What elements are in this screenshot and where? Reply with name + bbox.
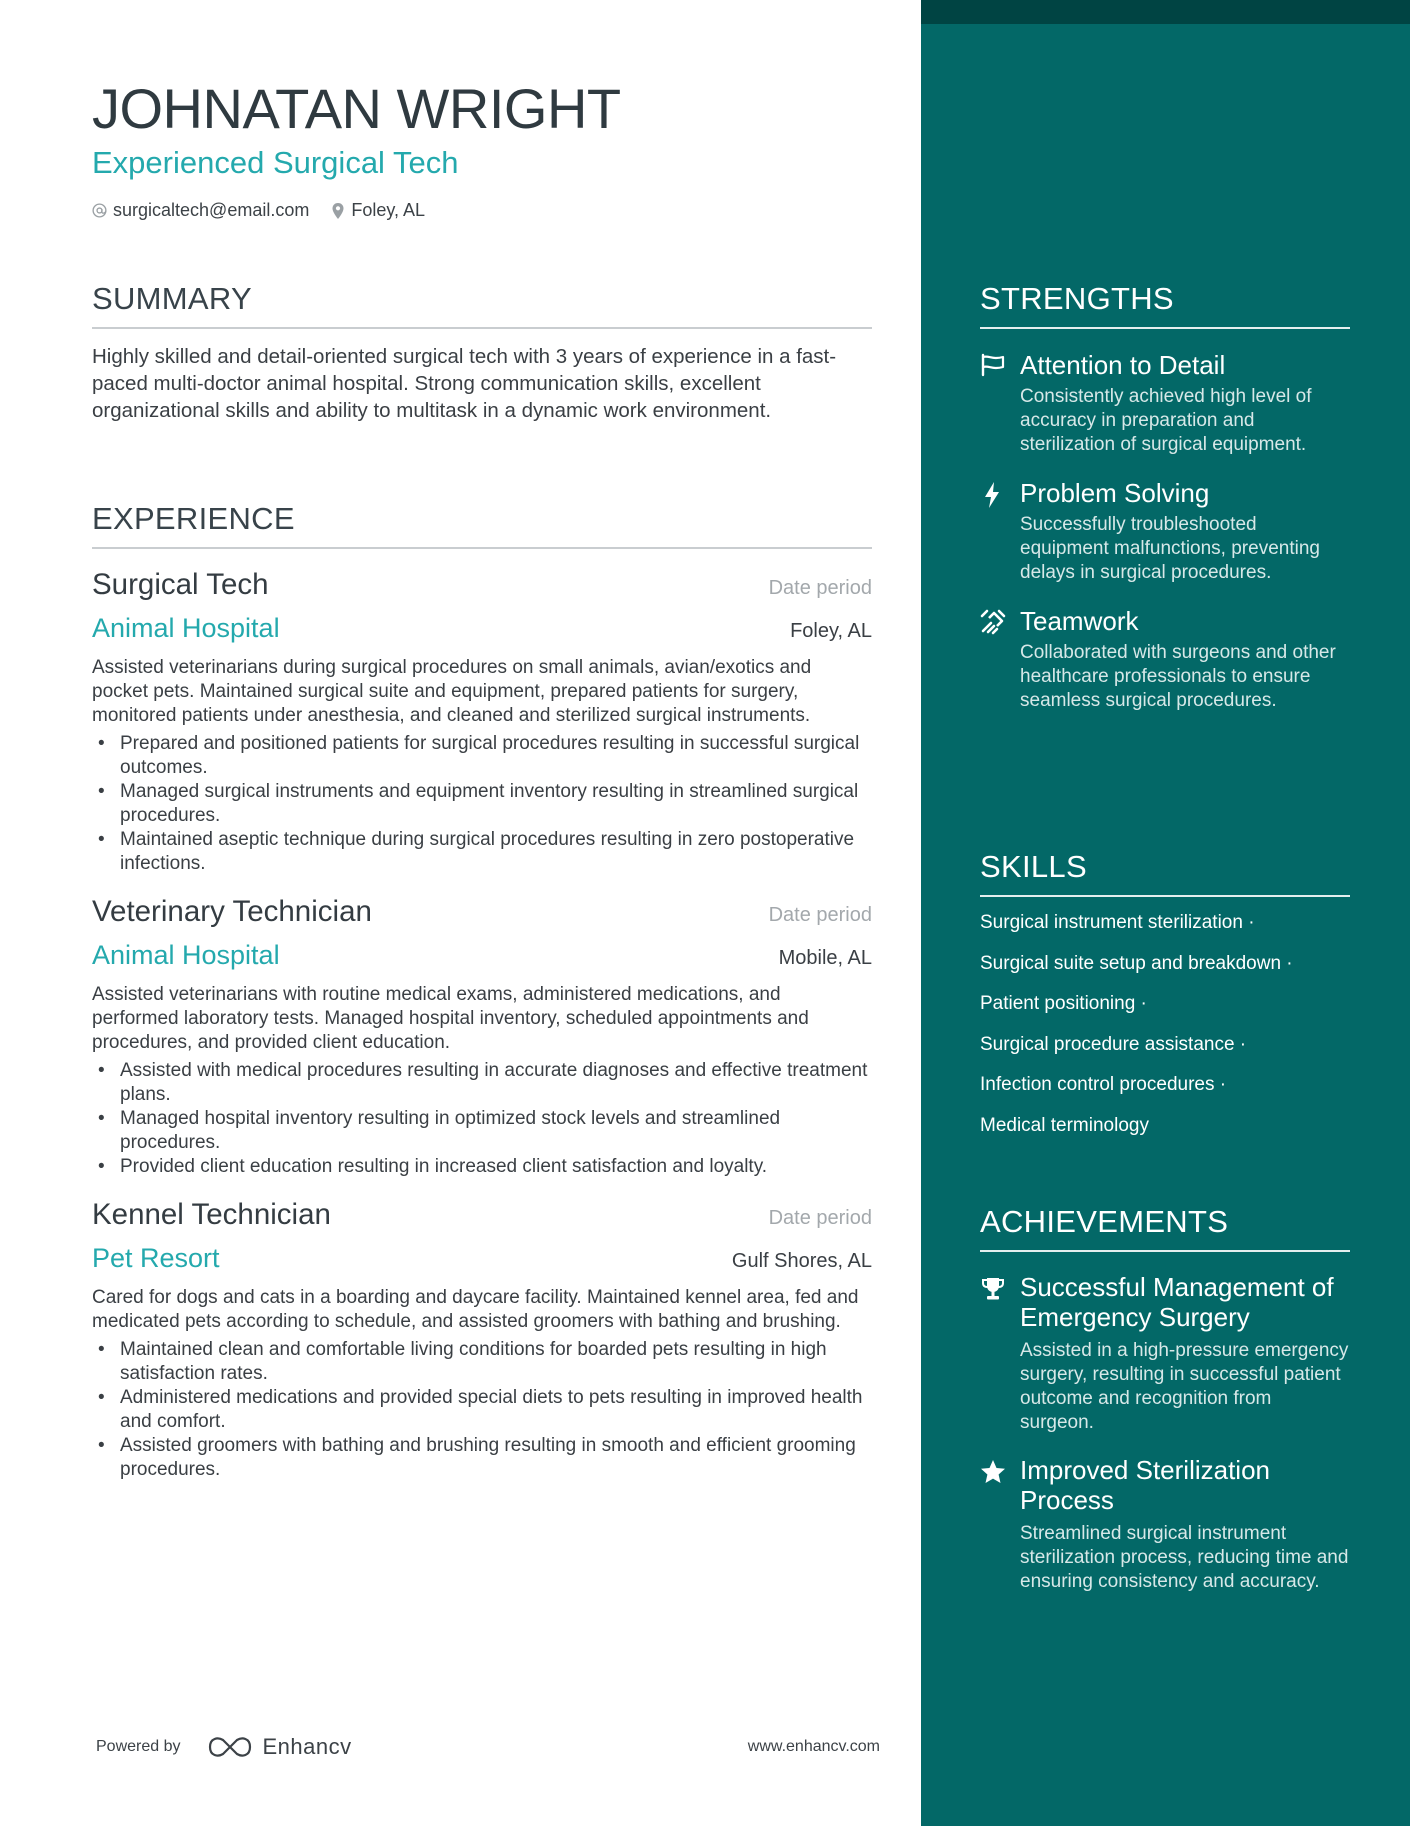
job-location: Foley, AL bbox=[790, 620, 872, 642]
strength-text: Successfully troubleshooted equipment malfunctions, preventing delays in surgical procedures. bbox=[1020, 514, 1320, 583]
job-company: Pet Resort bbox=[92, 1243, 220, 1273]
job-description: Assisted veterinarians during surgical procedures on small animals, avian/exotics and pocket pets. Maintained surgical suite and equipment, prepared patients for surgery, monitored patients under anesthesia, and cleaned and sterilized surgical instruments. bbox=[92, 657, 812, 726]
achievement-text: Assisted in a high-pressure emergency surgery, resulting in successful patient outcome and recognition from surgeon. bbox=[1020, 1340, 1349, 1433]
job-description: Cared for dogs and cats in a boarding and daycare facility. Maintained kennel area, fed and medicated pets according to schedule, and assisted groomers with bathing and brushing. bbox=[92, 1287, 859, 1332]
skill-item: Surgical instrument sterilization · bbox=[980, 912, 1255, 933]
at-icon bbox=[92, 203, 107, 218]
strength-text: Collaborated with surgeons and other healthcare professionals to ensure seamless surgical procedures. bbox=[1020, 642, 1336, 711]
strength-item bbox=[980, 605, 1350, 713]
trophy-icon bbox=[980, 1276, 1006, 1302]
job-bullets bbox=[92, 1059, 872, 1179]
job-title: Kennel Technician bbox=[92, 1198, 331, 1231]
website-link[interactable]: www.enhancv.com bbox=[747, 1738, 880, 1755]
job-bullet: • Assisted groomers with bathing and brushing resulting in smooth and efficient grooming procedures. bbox=[92, 1434, 872, 1482]
job-bullets bbox=[92, 1338, 872, 1482]
summary-heading: SUMMARY bbox=[92, 280, 872, 329]
brand-name: Enhancv bbox=[262, 1734, 352, 1759]
job-entry bbox=[92, 567, 872, 876]
job-bullet: • Prepared and positioned patients for surgical procedures resulting in successful surgical outcomes. bbox=[92, 732, 872, 780]
job-date: Date period bbox=[768, 577, 872, 599]
contact-email[interactable] bbox=[92, 200, 309, 221]
enhancv-logo-icon bbox=[207, 1735, 253, 1759]
achievement-item bbox=[980, 1455, 1350, 1594]
job-company: Animal Hospital bbox=[92, 613, 280, 643]
job-bullet: • Assisted with medical procedures resulting in accurate diagnoses and effective treatment plans. bbox=[92, 1059, 872, 1107]
strength-title: Problem Solving bbox=[1020, 478, 1210, 508]
experience-heading: EXPERIENCE bbox=[92, 500, 872, 549]
job-bullet: • Administered medications and provided special diets to pets resulting in improved health and comfort. bbox=[92, 1386, 872, 1434]
skill-item: Medical terminology bbox=[980, 1114, 1149, 1136]
skills-heading: SKILLS bbox=[980, 848, 1350, 897]
flag-icon bbox=[980, 353, 1006, 377]
lightning-icon bbox=[980, 481, 1004, 509]
contact-location bbox=[331, 200, 425, 221]
job-location: Gulf Shores, AL bbox=[731, 1250, 872, 1272]
handshake-icon bbox=[980, 609, 1006, 635]
skills-section bbox=[980, 848, 1350, 1154]
strength-title: Attention to Detail bbox=[1020, 350, 1226, 380]
achievements-section bbox=[980, 1203, 1350, 1594]
skill-item: Infection control procedures · bbox=[980, 1074, 1227, 1095]
strength-text: Consistently achieved high level of accuracy in preparation and sterilization of surgical equipment. bbox=[1020, 386, 1312, 455]
achievement-title: Successful Management of Emergency Surgery bbox=[1020, 1272, 1334, 1332]
achievement-text: Streamlined surgical instrument sterilization process, reducing time and ensuring consistency and accuracy. bbox=[1020, 1523, 1349, 1592]
job-description: Assisted veterinarians with routine medical exams, administered medications, and performed laboratory tests. Managed hospital inventory, scheduled appointments and procedures, and provided client education. bbox=[92, 984, 809, 1053]
summary-text: Highly skilled and detail-oriented surgical tech with 3 years of experience in a fast-paced multi-doctor animal hospital. Strong communication skills, excellent organizational skills and ability to multitask in a dynamic work environment. bbox=[92, 345, 837, 422]
summary-section bbox=[92, 280, 872, 424]
strength-title: Teamwork bbox=[1020, 606, 1139, 636]
contact-info bbox=[92, 200, 872, 221]
job-bullet: • Maintained aseptic technique during surgical procedures resulting in zero postoperative infections. bbox=[92, 828, 872, 876]
skill-item: Surgical suite setup and breakdown · bbox=[980, 952, 1293, 974]
job-company: Animal Hospital bbox=[92, 940, 280, 970]
footer bbox=[96, 1732, 880, 1762]
powered-by-text: Powered by bbox=[96, 1738, 181, 1755]
skills-list bbox=[980, 911, 1350, 1138]
job-entry bbox=[92, 1197, 872, 1482]
job-bullet: • Managed hospital inventory resulting in optimized stock levels and streamlined procedures. bbox=[92, 1107, 872, 1155]
job-date: Date period bbox=[768, 1207, 872, 1229]
candidate-title: Experienced Surgical Tech bbox=[92, 145, 459, 180]
job-date: Date period bbox=[768, 904, 872, 926]
experience-section bbox=[92, 500, 872, 1482]
strengths-section bbox=[980, 280, 1350, 713]
candidate-name: JOHNATAN WRIGHT bbox=[92, 77, 621, 140]
job-entry bbox=[92, 894, 872, 1179]
job-bullets bbox=[92, 732, 872, 876]
location-text: Foley, AL bbox=[351, 200, 426, 220]
job-location: Mobile, AL bbox=[778, 947, 872, 969]
achievement-item bbox=[980, 1272, 1350, 1435]
enhancv-logo[interactable] bbox=[207, 1734, 352, 1760]
job-bullet: • Maintained clean and comfortable living conditions for boarded pets resulting in high satisfaction rates. bbox=[92, 1338, 872, 1386]
job-title: Veterinary Technician bbox=[92, 895, 372, 928]
sidebar-top-band bbox=[921, 0, 1410, 24]
sidebar bbox=[921, 0, 1410, 1826]
star-icon bbox=[980, 1459, 1006, 1485]
skill-item: Patient positioning · bbox=[980, 993, 1147, 1014]
achievements-heading: ACHIEVEMENTS bbox=[980, 1203, 1350, 1252]
job-title: Surgical Tech bbox=[92, 568, 269, 601]
strengths-heading: STRENGTHS bbox=[980, 280, 1350, 329]
skill-item: Surgical procedure assistance · bbox=[980, 1033, 1247, 1055]
job-bullet: • Provided client education resulting in increased client satisfaction and loyalty. bbox=[92, 1155, 872, 1179]
job-bullet: • Managed surgical instruments and equipment inventory resulting in streamlined surgical procedures. bbox=[92, 780, 872, 828]
achievement-title: Improved Sterilization Process bbox=[1020, 1455, 1270, 1515]
resume-header bbox=[92, 76, 872, 221]
email-text: surgicaltech@email.com bbox=[113, 200, 310, 220]
strength-item bbox=[980, 477, 1350, 585]
location-pin-icon bbox=[331, 202, 345, 220]
strength-item bbox=[980, 349, 1350, 457]
